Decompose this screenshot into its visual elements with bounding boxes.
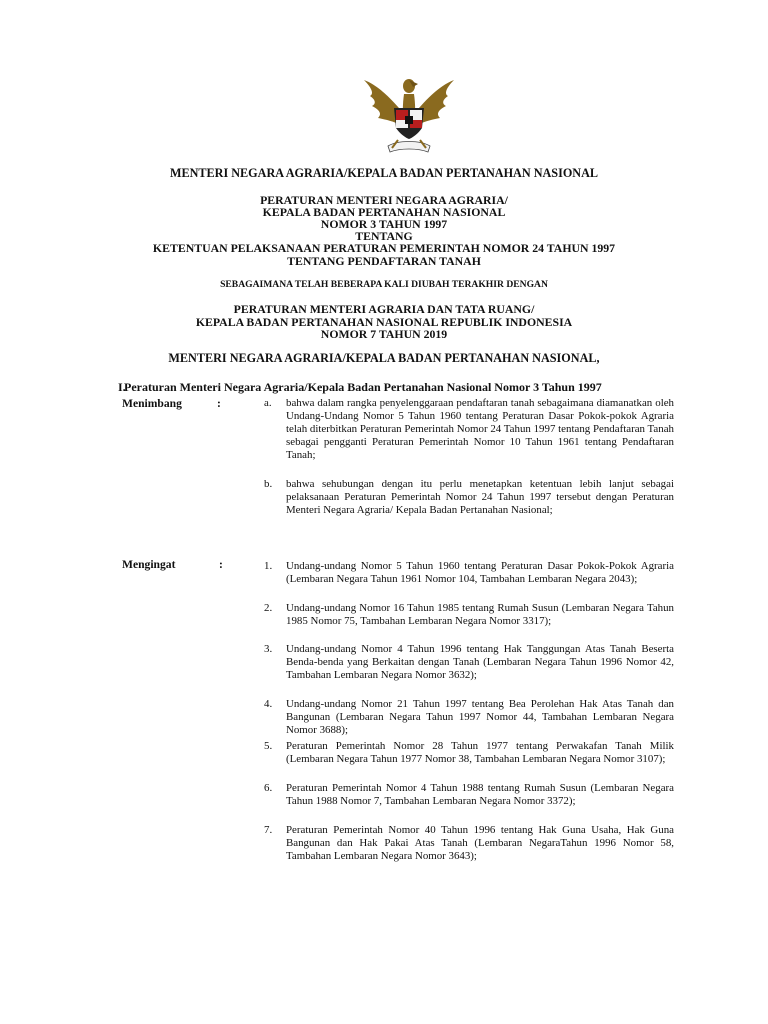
item-marker: 7. (264, 824, 273, 836)
item-text: Undang-undang Nomor 4 Tahun 1996 tentang Hak Tanggungan Atas Tanah Beserta Benda-benda yang Berkaitan dengan Tanah (Lembaran Negara Tahun 1996 Nomor 42, Tambahan Lembaran Negara Nomor 3632); (286, 643, 674, 681)
item-text: bahwa sehubungan dengan itu perlu menetapkan ketentuan lebih lanjut sebagai pelaksanaan Peraturan Pemerintah Nomor 24 Tahun 1997 tersebut dengan Peraturan Menteri Negara Agraria/ Kepala Badan Pertanahan Nasional; (286, 478, 674, 516)
item-marker: 5. (264, 740, 273, 752)
item-marker: 6. (264, 782, 273, 794)
regulation-title-line: KETENTUAN PELAKSANAAN PERATURAN PEMERINTAH NOMOR 24 TAHUN 1997 (152, 241, 616, 255)
item-marker: b. (264, 478, 273, 490)
regulation-title-line: TENTANG PENDAFTARAN TANAH (287, 254, 481, 268)
item-text: Undang-undang Nomor 16 Tahun 1985 tentang Rumah Susun (Lembaran Negara Tahun 1985 Nomor 75, Tambahan Lembaran Negara Nomor 3317); (286, 602, 674, 627)
item-text: Peraturan Pemerintah Nomor 28 Tahun 1977 tentang Perwakafan Tanah Milik (Lembaran Negara Tahun 1977 Nomor 38, Tambahan Lembaran Negara Nomor 3107); (286, 740, 674, 765)
item-text: Undang-undang Nomor 5 Tahun 1960 tentang Peraturan Dasar Pokok-Pokok Agraria (Lembaran Negara Tahun 1961 Nomor 104, Tambahan Lembaran Negara 2043); (286, 560, 674, 585)
item-marker: a. (264, 397, 272, 409)
amendment-title-line: PERATURAN MENTERI AGRARIA DAN TATA RUANG/ (233, 302, 535, 316)
regulation-title-line: TENTANG (355, 229, 413, 243)
item-text: bahwa dalam rangka penyelenggaraan pendaftaran tanah sebagaimana diamanatkan oleh Undang-Undang Nomor 5 Tahun 1960 tentang Peraturan Dasar Pokok-pokok Agraria telah diterbitkan Peraturan Pemerintah Nomor 24 Tahun 1997 tentang Pendaftaran Tanah sebagai pengganti Peraturan Pemerintah Nomor 10 Tahun 1961 tentang Pendaftaran Tanah; (286, 397, 674, 461)
item-marker: 3. (264, 643, 273, 655)
amendment-title-line: KEPALA BADAN PERTANAHAN NASIONAL REPUBLIK INDONESIA (195, 315, 573, 329)
closing-heading: MENTERI NEGARA AGRARIA/KEPALA BADAN PERTANAHAN NASIONAL, (168, 351, 600, 365)
regulation-title-line: KEPALA BADAN PERTANAHAN NASIONAL (262, 205, 506, 219)
menimbang-label: Menimbang (122, 397, 182, 410)
regulation-title-line: NOMOR 3 TAHUN 1997 (320, 217, 448, 231)
item-text: Peraturan Pemerintah Nomor 40 Tahun 1996 tentang Hak Guna Usaha, Hak Guna Bangunan dan Hak Pakai Atas Tanah (Lembaran NegaraTahun 1996 Nomor 58, Tambahan Lembaran Negara Nomor 3643); (286, 824, 674, 862)
garuda-emblem-icon (358, 72, 460, 156)
section-number: I. (118, 380, 126, 394)
mengingat-label: Mengingat (122, 558, 176, 571)
item-text: Peraturan Pemerintah Nomor 4 Tahun 1988 tentang Rumah Susun (Lembaran Negara Tahun 1988 Nomor 7, Tambahan Lembaran Negara Nomor 3372); (286, 782, 674, 807)
section-title: Peraturan Menteri Negara Agraria/Kepala Badan Pertanahan Nasional Nomor 3 Tahun 1997 (124, 380, 602, 394)
menimbang-colon: : (217, 397, 221, 410)
item-marker: 2. (264, 602, 273, 614)
item-marker: 4. (264, 698, 273, 710)
amendment-note: SEBAGAIMANA TELAH BEBERAPA KALI DIUBAH TERAKHIR DENGAN (220, 279, 548, 290)
item-text: Undang-undang Nomor 21 Tahun 1997 tentang Bea Perolehan Hak Atas Tanah dan Bangunan (Lembaran Negara Tahun 1997 Nomor 44, Tambahan Lembaran Negara Nomor 3688); (286, 698, 674, 736)
mengingat-colon: : (219, 558, 223, 571)
regulation-title-line: PERATURAN MENTERI NEGARA AGRARIA/ (260, 193, 508, 207)
header-title: MENTERI NEGARA AGRARIA/KEPALA BADAN PERTANAHAN NASIONAL (169, 166, 599, 180)
amendment-title-line: NOMOR 7 TAHUN 2019 (320, 327, 448, 341)
item-marker: 1. (264, 560, 273, 572)
